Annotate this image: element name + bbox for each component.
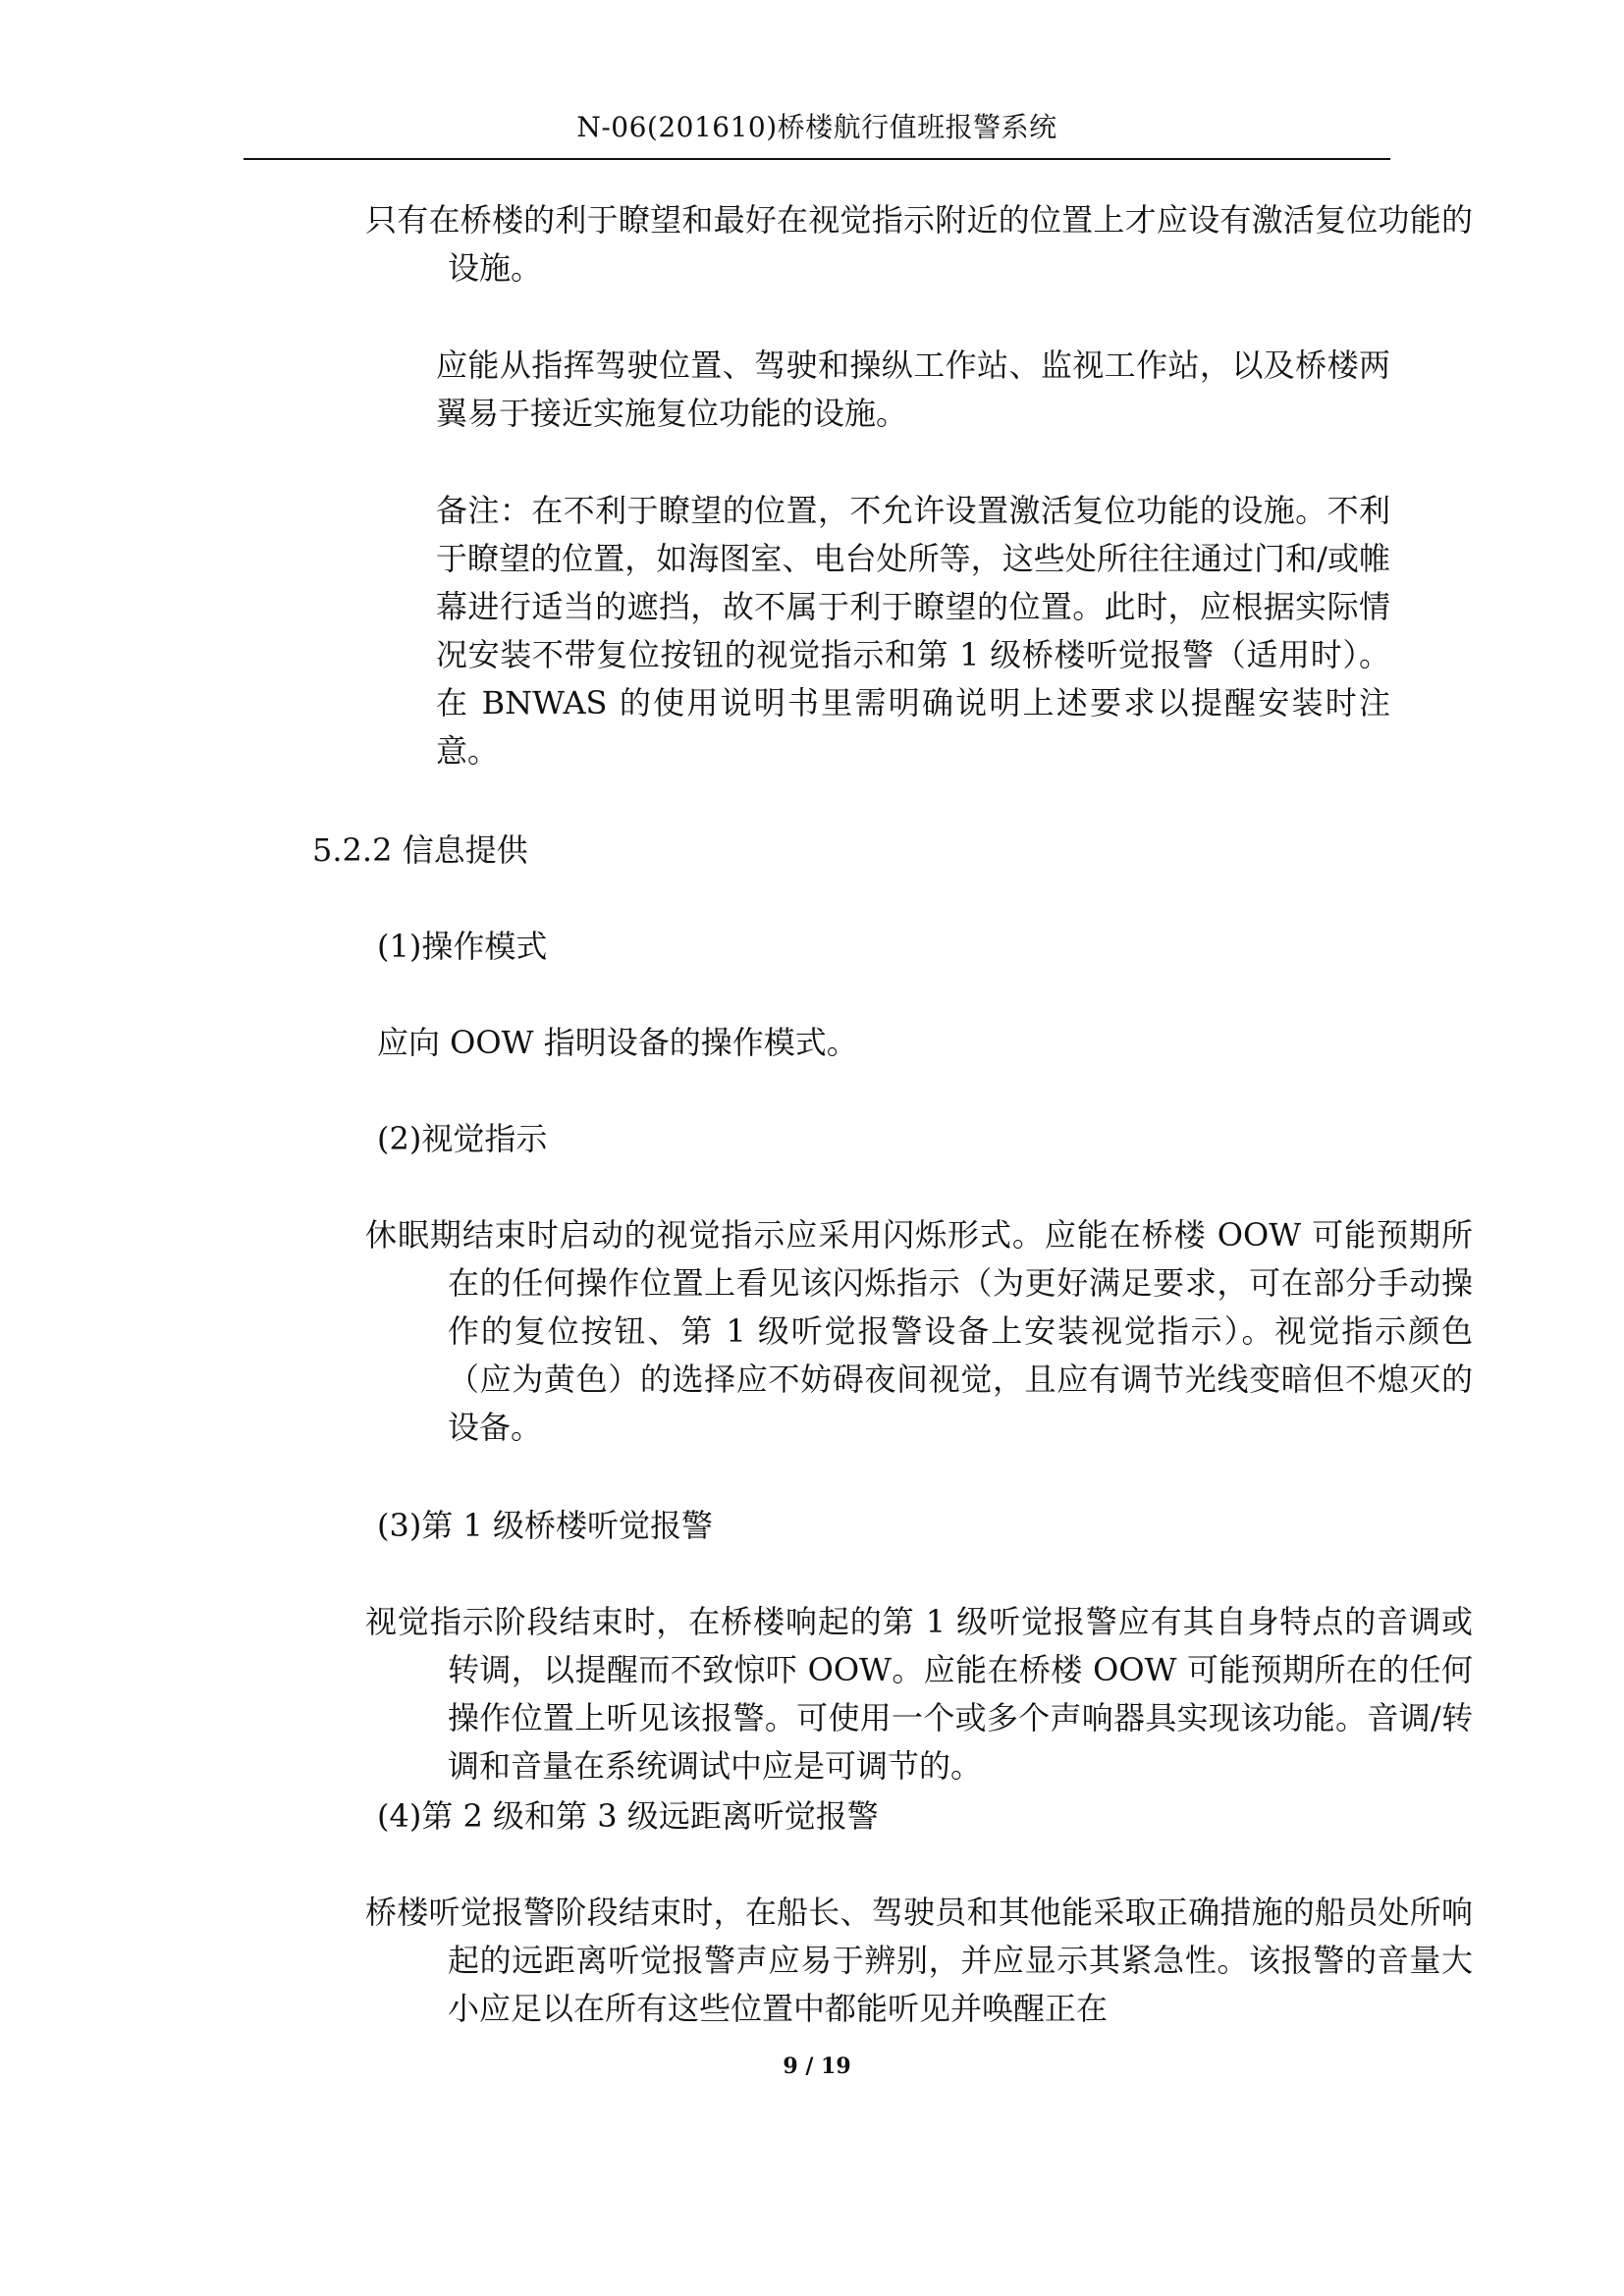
subsection-title-visual-indication: (2)视觉指示 bbox=[377, 1120, 548, 1157]
paragraph-remote-alarm: 桥楼听觉报警阶段结束时，在船长、驾驶员和其他能采取正确措施的船员处所响起的远距离听觉报警声应易于辨别，并应显示其紧急性。该报警的音量大小应足以在所有这些位置中都能听见并唤醒正在 bbox=[365, 1894, 1473, 2027]
section-heading-5-2-2: 5.2.2 信息提供 bbox=[312, 831, 528, 869]
paragraph-visual-indication: 休眠期结束时启动的视觉指示应采用闪烁形式。应能在桥楼 OOW 可能预期所在的任何操作位置上看见该闪烁指示（为更好满足要求，可在部分手动操作的复位按钮、第 1 级听觉报警设备上安装视觉指示）。视觉指示颜色（应为黄色）的选择应不妨碍夜间视觉，且应有调节光线变暗但不熄灭的设备。 bbox=[365, 1216, 1473, 1446]
paragraph-reset-access: 应能从指挥驾驶位置、驾驶和操纵工作站、监视工作站，以及桥楼两翼易于接近实施复位功能的设施。 bbox=[436, 347, 1390, 432]
paragraph-reset-location: 只有在桥楼的利于瞭望和最好在视觉指示附近的位置上才应设有激活复位功能的设施。 bbox=[365, 201, 1473, 287]
paragraph-note: 备注：在不利于瞭望的位置，不允许设置激活复位功能的设施。不利于瞭望的位置，如海图室、电台处所等，这些处所往往通过门和/或帷幕进行适当的遮挡，故不属于利于瞭望的位置。此时，应根据实际情况安装不带复位按钮的视觉指示和第 1 级桥楼听觉报警（适用时）。在 BNWAS 的使用说明书里需明确说明上述要求以提醒安装时注意。 bbox=[436, 492, 1390, 770]
header-divider bbox=[244, 158, 1390, 160]
subsection-title-first-stage-alarm: (3)第 1 级桥楼听觉报警 bbox=[377, 1507, 714, 1544]
paragraph-first-stage-alarm: 视觉指示阶段结束时，在桥楼响起的第 1 级听觉报警应有其自身特点的音调或转调，以提醒而不致惊吓 OOW。应能在桥楼 OOW 可能预期所在的任何操作位置上听见该报警。可使用一个或多个声响器具实现该功能。音调/转调和音量在系统调试中应是可调节的。 bbox=[365, 1603, 1473, 1785]
page-header-title: N-06(201610)桥楼航行值班报警系统 bbox=[576, 111, 1057, 143]
subsection-title-operation-mode: (1)操作模式 bbox=[377, 928, 548, 965]
paragraph-operation-mode: 应向 OOW 指明设备的操作模式。 bbox=[377, 1024, 858, 1061]
page-number: 9 / 19 bbox=[783, 2054, 851, 2079]
subsection-title-remote-alarm: (4)第 2 级和第 3 级远距离听觉报警 bbox=[377, 1797, 879, 1835]
